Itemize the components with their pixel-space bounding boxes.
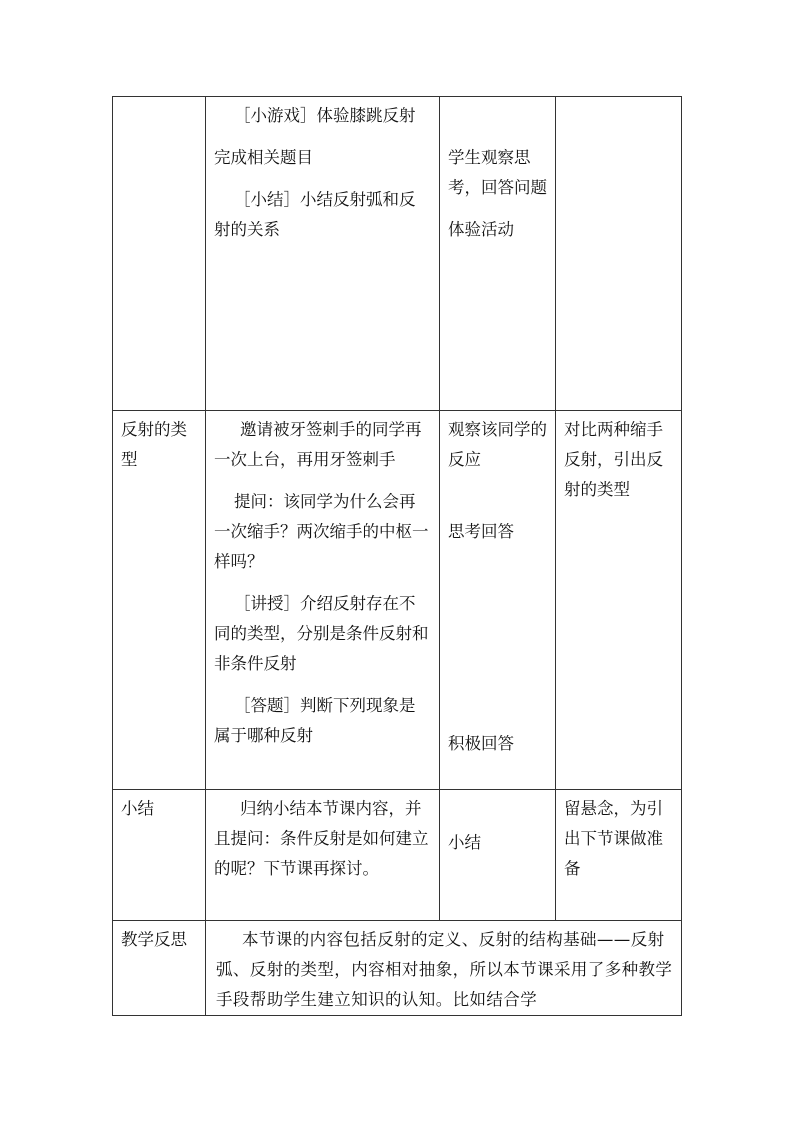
cell-paragraph: 归纳小结本节课内容，并且提问：条件反射是如何建立的呢？下节课再探讨。 <box>214 799 429 878</box>
cell-paragraph: 留悬念，为引出下节课做准备 <box>564 799 663 878</box>
design-intent-cell <box>556 790 682 921</box>
cell-paragraph: 本节课的内容包括反射的定义、反射的结构基础——反射弧、反射的类型，内容相对抽象，所以本节课采用了多种教学手段帮助学生建立知识的认知。比如结合学 <box>216 930 673 1009</box>
stage-cell <box>113 97 206 411</box>
cell-paragraph: 完成相关题目 <box>214 148 313 167</box>
lesson-plan-table <box>112 96 682 1016</box>
cell-paragraph: 体验活动 <box>448 220 514 239</box>
cell-paragraph: 小结 <box>121 799 154 818</box>
cell-paragraph: 邀请被牙签刺手的同学再一次上台，再用牙签刺手 <box>214 420 422 469</box>
cell-paragraph: 对比两种缩手反射，引出反射的类型 <box>564 420 663 499</box>
student-activity-cell <box>440 411 556 790</box>
reflection-cell <box>206 921 682 1016</box>
cell-paragraph: ［小结］小结反射弧和反射的关系 <box>214 190 416 239</box>
student-activity-cell <box>440 97 556 411</box>
cell-paragraph: ［小游戏］体验膝跳反射 <box>234 106 416 125</box>
teacher-activity-cell <box>206 790 440 921</box>
cell-paragraph: ［答题］判断下列现象是属于哪种反射 <box>214 696 416 745</box>
cell-paragraph: 观察该同学的反应 <box>448 420 547 469</box>
table-row <box>113 921 682 1016</box>
design-intent-cell <box>556 97 682 411</box>
cell-paragraph: 小结 <box>448 833 481 852</box>
design-intent-cell <box>556 411 682 790</box>
stage-cell <box>113 411 206 790</box>
table-row <box>113 97 682 411</box>
teacher-activity-cell <box>206 411 440 790</box>
cell-paragraph: 反射的类型 <box>121 420 187 469</box>
cell-paragraph: 学生观察思考，回答问题 <box>448 148 547 197</box>
cell-paragraph: 思考回答 <box>448 522 514 541</box>
cell-paragraph: 积极回答 <box>448 734 514 753</box>
teacher-activity-cell <box>206 97 440 411</box>
cell-paragraph: 教学反思 <box>121 930 187 949</box>
stage-cell <box>113 790 206 921</box>
stage-cell <box>113 921 206 1016</box>
student-activity-cell <box>440 790 556 921</box>
table-row <box>113 411 682 790</box>
table-row <box>113 790 682 921</box>
cell-paragraph: 提问：该同学为什么会再一次缩手？两次缩手的中枢一样吗？ <box>214 492 429 571</box>
cell-paragraph: ［讲授］介绍反射存在不同的类型，分别是条件反射和非条件反射 <box>214 594 429 673</box>
